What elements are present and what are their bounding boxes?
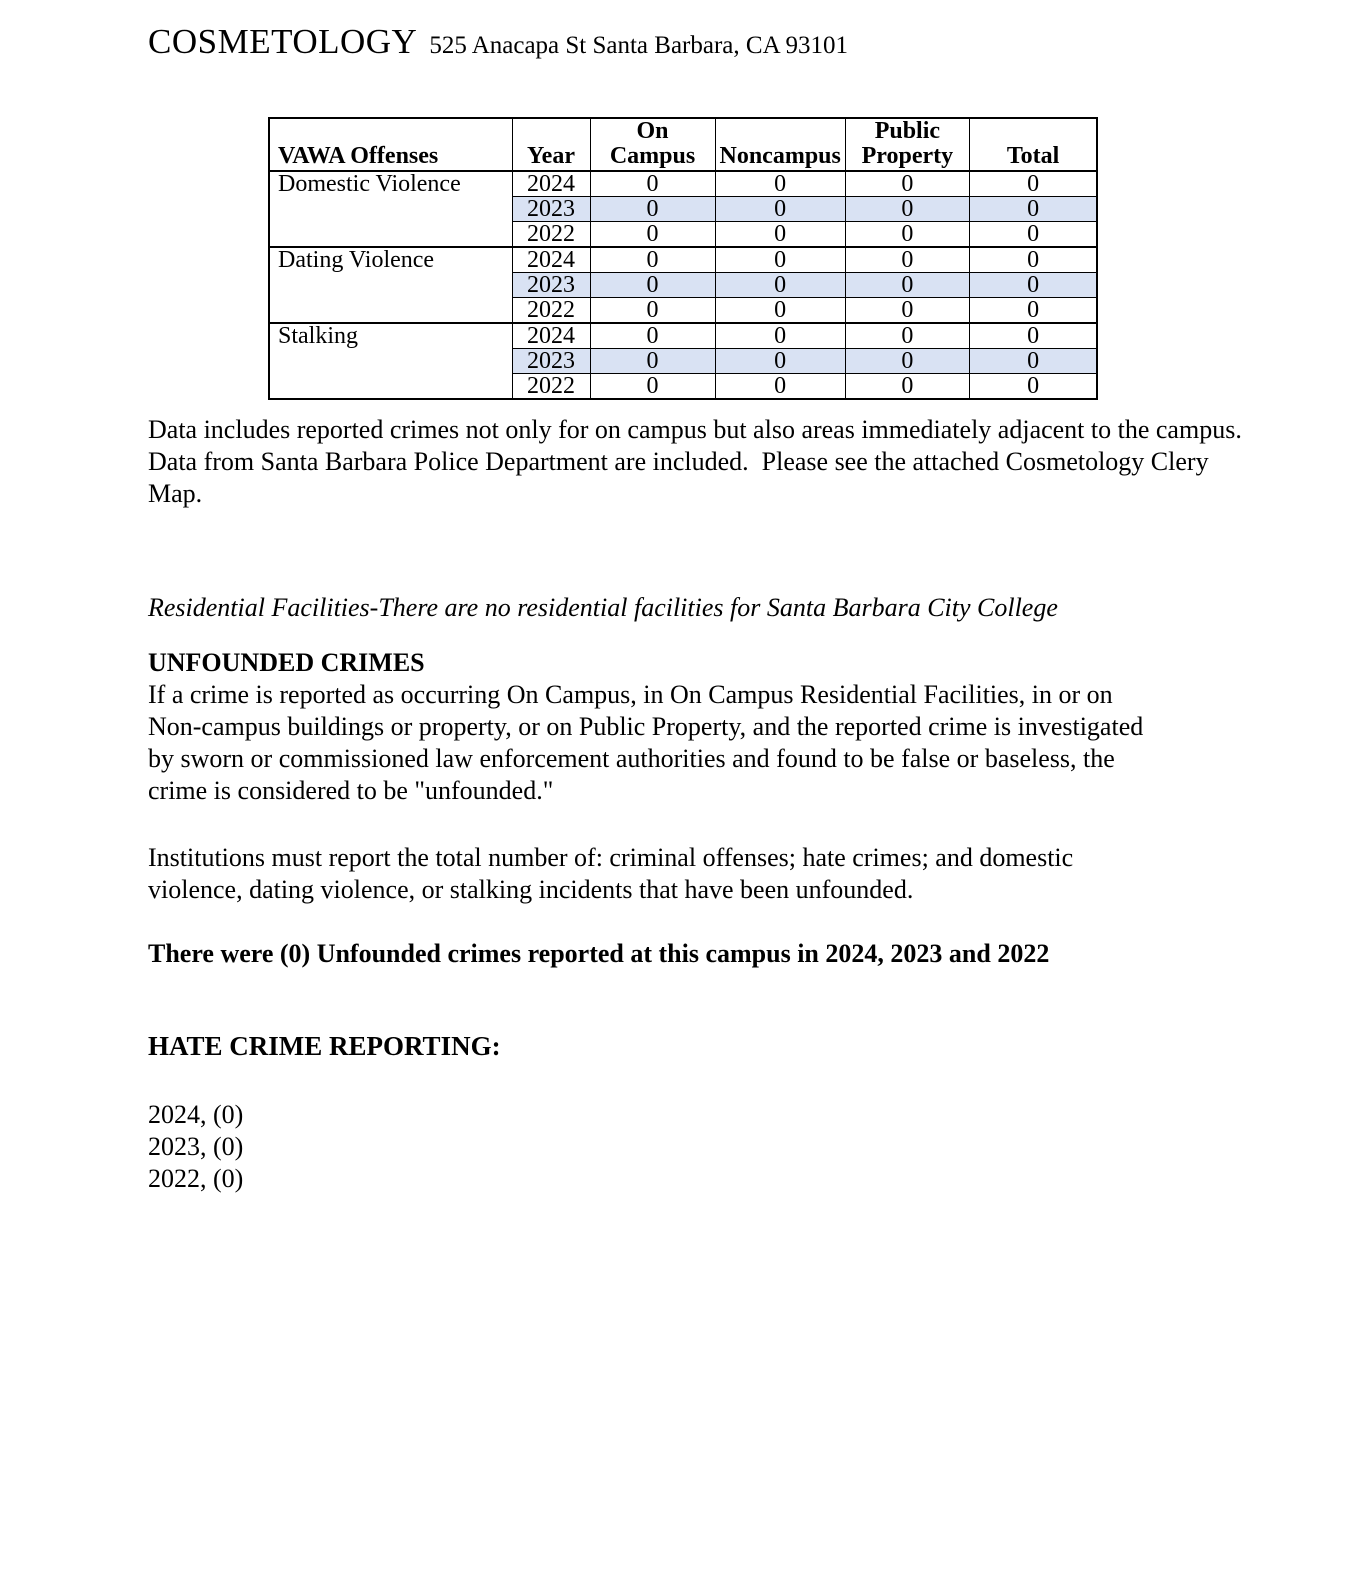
hate-crime-heading: HATE CRIME REPORTING: xyxy=(148,1031,501,1061)
noncampus-cell: 0 xyxy=(715,273,845,298)
offense-label: Domestic Violence xyxy=(269,171,512,247)
year-cell: 2022 xyxy=(512,298,590,324)
col-header-public-property: Public Property xyxy=(845,118,969,171)
noncampus-cell: 0 xyxy=(715,374,845,400)
total-cell: 0 xyxy=(969,171,1097,197)
document-title xyxy=(148,22,848,62)
total-cell: 0 xyxy=(969,222,1097,248)
col-header-noncampus: Noncampus xyxy=(715,118,845,171)
definition-line: If a crime is reported as occurring On Campus, in On Campus Residential Facilities, in or on xyxy=(148,680,1113,709)
definition-line: by sworn or commissioned law enforcement authorities and found to be false or baseless, the xyxy=(148,744,1115,773)
on-campus-cell: 0 xyxy=(590,247,715,273)
table-header-row xyxy=(269,118,1097,171)
unfounded-crimes-heading: UNFOUNDED CRIMES xyxy=(148,648,425,677)
data-note-line: Map. xyxy=(148,479,203,508)
year-cell: 2022 xyxy=(512,374,590,400)
reporting-line: violence, dating violence, or stalking incidents that have been unfounded. xyxy=(148,875,914,904)
total-cell: 0 xyxy=(969,273,1097,298)
public-property-cell: 0 xyxy=(845,323,969,349)
noncampus-cell: 0 xyxy=(715,247,845,273)
year-cell: 2022 xyxy=(512,222,590,248)
table-row-dating-violence-2024 xyxy=(269,247,1097,273)
on-campus-cell: 0 xyxy=(590,349,715,374)
offense-label: Dating Violence xyxy=(269,247,512,323)
public-property-cell: 0 xyxy=(845,222,969,248)
noncampus-cell: 0 xyxy=(715,197,845,222)
table-row-stalking-2024 xyxy=(269,323,1097,349)
noncampus-cell: 0 xyxy=(715,349,845,374)
col-header-on-campus: On Campus xyxy=(590,118,715,171)
on-campus-cell: 0 xyxy=(590,171,715,197)
col-header-vawa-offenses: VAWA Offenses xyxy=(269,118,512,171)
hate-crime-year-list xyxy=(148,1099,243,1195)
on-campus-cell: 0 xyxy=(590,298,715,324)
noncampus-cell: 0 xyxy=(715,222,845,248)
public-property-cell: 0 xyxy=(845,247,969,273)
institutions-reporting-note xyxy=(148,842,1073,906)
definition-line: crime is considered to be "unfounded." xyxy=(148,776,554,805)
public-property-cell: 0 xyxy=(845,349,969,374)
total-cell: 0 xyxy=(969,374,1097,400)
campus-name: COSMETOLOGY xyxy=(148,22,418,61)
definition-line: Non-campus buildings or property, or on Public Property, and the reported crime is investigated xyxy=(148,712,1144,741)
year-cell: 2024 xyxy=(512,247,590,273)
year-cell: 2024 xyxy=(512,323,590,349)
offense-label: Stalking xyxy=(269,323,512,399)
total-cell: 0 xyxy=(969,349,1097,374)
total-cell: 0 xyxy=(969,323,1097,349)
on-campus-cell: 0 xyxy=(590,197,715,222)
year-cell: 2023 xyxy=(512,197,590,222)
noncampus-cell: 0 xyxy=(715,298,845,324)
noncampus-cell: 0 xyxy=(715,171,845,197)
total-cell: 0 xyxy=(969,298,1097,324)
col-header-total: Total xyxy=(969,118,1097,171)
reporting-line: Institutions must report the total number of: criminal offenses; hate crimes; and domestic xyxy=(148,843,1074,872)
hate-crime-year-item: 2023, (0) xyxy=(148,1132,244,1161)
data-source-note xyxy=(148,414,1242,510)
data-note-line: Data includes reported crimes not only for on campus but also areas immediately adjacent to the campus. xyxy=(148,415,1242,444)
noncampus-cell: 0 xyxy=(715,323,845,349)
total-cell: 0 xyxy=(969,197,1097,222)
col-header-year: Year xyxy=(512,118,590,171)
public-property-cell: 0 xyxy=(845,298,969,324)
public-property-cell: 0 xyxy=(845,171,969,197)
year-cell: 2023 xyxy=(512,349,590,374)
unfounded-crimes-definition xyxy=(148,679,1143,807)
public-property-cell: 0 xyxy=(845,273,969,298)
year-cell: 2023 xyxy=(512,273,590,298)
on-campus-cell: 0 xyxy=(590,222,715,248)
hate-crime-year-item: 2022, (0) xyxy=(148,1164,244,1193)
public-property-cell: 0 xyxy=(845,197,969,222)
vawa-offenses-table xyxy=(268,117,1098,400)
on-campus-cell: 0 xyxy=(590,273,715,298)
residential-facilities-note: Residential Facilities-There are no residential facilities for Santa Barbara City College xyxy=(148,593,1058,622)
data-note-line: Data from Santa Barbara Police Department are included. Please see the attached Cosmetology Clery xyxy=(148,447,1209,476)
table-row-domestic-violence-2024 xyxy=(269,171,1097,197)
year-cell: 2024 xyxy=(512,171,590,197)
unfounded-crimes-statement: There were (0) Unfounded crimes reported at this campus in 2024, 2023 and 2022 xyxy=(148,939,1050,968)
total-cell: 0 xyxy=(969,247,1097,273)
public-property-cell: 0 xyxy=(845,374,969,400)
on-campus-cell: 0 xyxy=(590,323,715,349)
campus-address: 525 Anacapa St Santa Barbara, CA 93101 xyxy=(429,32,848,59)
on-campus-cell: 0 xyxy=(590,374,715,400)
hate-crime-year-item: 2024, (0) xyxy=(148,1100,244,1129)
